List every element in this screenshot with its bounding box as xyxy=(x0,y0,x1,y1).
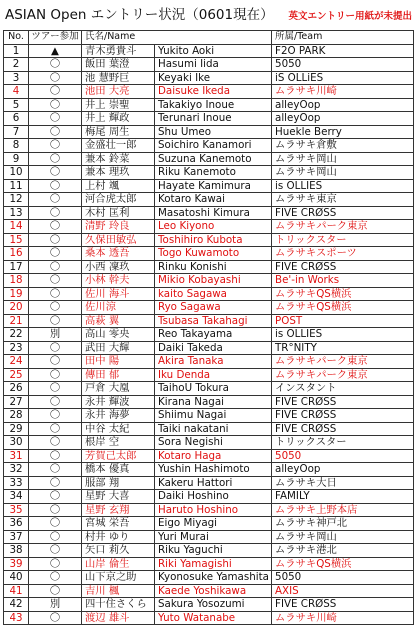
english-name: Akira Tanaka xyxy=(155,355,272,369)
table-row xyxy=(4,544,414,558)
japanese-name: 山岸 倫生 xyxy=(82,557,155,571)
entry-number: 27 xyxy=(4,395,29,409)
english-name: Toshihiro Kubota xyxy=(155,233,272,247)
header-no: No. xyxy=(4,31,29,45)
team-name: ムラサキ川崎 xyxy=(272,611,414,625)
tour-participation: 〇 xyxy=(29,179,82,193)
english-name: Yuri Murai xyxy=(155,530,272,544)
tour-participation: 〇 xyxy=(29,260,82,274)
tour-participation: 〇 xyxy=(29,301,82,315)
team-name: ムラサキパーク東京 xyxy=(272,220,414,234)
team-name: alleyOop xyxy=(272,112,414,126)
entry-number: 6 xyxy=(4,112,29,126)
tour-participation: 〇 xyxy=(29,530,82,544)
entry-number: 33 xyxy=(4,476,29,490)
japanese-name: 小西 凜玖 xyxy=(82,260,155,274)
japanese-name: 吉川 楓 xyxy=(82,584,155,598)
english-name: Tsubasa Takahagi xyxy=(155,314,272,328)
entry-number: 31 xyxy=(4,449,29,463)
tour-participation: 〇 xyxy=(29,314,82,328)
entry-number: 37 xyxy=(4,530,29,544)
japanese-name: 久保田敏弘 xyxy=(82,233,155,247)
english-name: Shiimu Nagai xyxy=(155,409,272,423)
team-name: FIVE CRØSS xyxy=(272,260,414,274)
english-name: Leo Kiyono xyxy=(155,220,272,234)
table-row xyxy=(4,355,414,369)
header-name: 氏名/Name xyxy=(82,31,272,45)
table-row xyxy=(4,112,414,126)
japanese-name: 上村 颯 xyxy=(82,179,155,193)
table-row xyxy=(4,85,414,99)
table-row xyxy=(4,247,414,261)
table-row xyxy=(4,166,414,180)
japanese-name: 高萩 翼 xyxy=(82,314,155,328)
japanese-name: 河合虎太郎 xyxy=(82,193,155,207)
english-name: Takakiyo Inoue xyxy=(155,98,272,112)
entry-number: 18 xyxy=(4,274,29,288)
japanese-name: 芳賀己太郎 xyxy=(82,449,155,463)
tour-participation: 〇 xyxy=(29,557,82,571)
tour-participation: 〇 xyxy=(29,274,82,288)
entry-number: 39 xyxy=(4,557,29,571)
table-row xyxy=(4,58,414,72)
tour-participation: 〇 xyxy=(29,220,82,234)
team-name: alleyOop xyxy=(272,98,414,112)
japanese-name: 清野 玲良 xyxy=(82,220,155,234)
team-name: トリックスター xyxy=(272,233,414,247)
table-row xyxy=(4,598,414,612)
title-row xyxy=(0,0,416,28)
team-name: ムラサキ上野本店 xyxy=(272,503,414,517)
table-row xyxy=(4,71,414,85)
entry-number: 30 xyxy=(4,436,29,450)
entry-number: 23 xyxy=(4,341,29,355)
team-name: 5050 xyxy=(272,449,414,463)
table-row xyxy=(4,193,414,207)
team-name: TR°NITY xyxy=(272,341,414,355)
english-name: Terunari Inoue xyxy=(155,112,272,126)
table-row xyxy=(4,314,414,328)
table-row xyxy=(4,449,414,463)
entry-number: 1 xyxy=(4,44,29,58)
tour-participation: 別 xyxy=(29,328,82,342)
team-name: Huekle Berry xyxy=(272,125,414,139)
english-name: Masatoshi Kimura xyxy=(155,206,272,220)
table-row xyxy=(4,476,414,490)
english-name: Reo Takayama xyxy=(155,328,272,342)
english-name: Togo Kuwamoto xyxy=(155,247,272,261)
team-name: 5050 xyxy=(272,571,414,585)
japanese-name: 桑本 透吾 xyxy=(82,247,155,261)
table-row xyxy=(4,571,414,585)
japanese-name: 永井 海夢 xyxy=(82,409,155,423)
table-row xyxy=(4,328,414,342)
entry-number: 5 xyxy=(4,98,29,112)
red-legend-note: 英文エントリー用紙が未提出 xyxy=(288,11,412,22)
table-row xyxy=(4,517,414,531)
team-name: FIVE CRØSS xyxy=(272,422,414,436)
tour-participation: 〇 xyxy=(29,355,82,369)
tour-participation: 〇 xyxy=(29,584,82,598)
japanese-name: 傳田 郁 xyxy=(82,368,155,382)
japanese-name: 高山 零央 xyxy=(82,328,155,342)
entry-number: 13 xyxy=(4,206,29,220)
entry-number: 3 xyxy=(4,71,29,85)
entry-number: 36 xyxy=(4,517,29,531)
japanese-name: 井上 崇聖 xyxy=(82,98,155,112)
entry-number: 29 xyxy=(4,422,29,436)
table-row xyxy=(4,503,414,517)
table-row xyxy=(4,490,414,504)
team-name: ムラサキQS横浜 xyxy=(272,557,414,571)
tour-participation: 〇 xyxy=(29,125,82,139)
english-name: Rinku Konishi xyxy=(155,260,272,274)
team-name: iS OLLiES xyxy=(272,71,414,85)
team-name: ムラサキ倉敷 xyxy=(272,139,414,153)
english-name: Kaede Yoshikawa xyxy=(155,584,272,598)
japanese-name: 矢口 莉久 xyxy=(82,544,155,558)
entry-number: 9 xyxy=(4,152,29,166)
page-title: ASIAN Open エントリー状況（0601現在） xyxy=(5,7,274,23)
english-name: kaito Sagawa xyxy=(155,287,272,301)
japanese-name: 池 慧野巨 xyxy=(82,71,155,85)
tour-participation: 〇 xyxy=(29,112,82,126)
english-name: Yukito Aoki xyxy=(155,44,272,58)
header-tour: ツアー参加 xyxy=(29,31,82,45)
table-row xyxy=(4,584,414,598)
japanese-name: 星野 玄翔 xyxy=(82,503,155,517)
entry-table xyxy=(3,30,414,625)
table-body xyxy=(4,44,414,625)
english-name: Hayate Kamimura xyxy=(155,179,272,193)
english-name: Iku Denda xyxy=(155,368,272,382)
entry-number: 41 xyxy=(4,584,29,598)
japanese-name: 田中 陽 xyxy=(82,355,155,369)
team-name: ムラサキ岡山 xyxy=(272,166,414,180)
team-name: is OLLIES xyxy=(272,179,414,193)
entry-number: 35 xyxy=(4,503,29,517)
english-name: Ryo Sagawa xyxy=(155,301,272,315)
team-name: ムラサキ神戸北 xyxy=(272,517,414,531)
tour-participation: 〇 xyxy=(29,193,82,207)
entry-number: 15 xyxy=(4,233,29,247)
entry-number: 16 xyxy=(4,247,29,261)
entry-number: 25 xyxy=(4,368,29,382)
entry-number: 4 xyxy=(4,85,29,99)
table-row xyxy=(4,382,414,396)
tour-participation: 〇 xyxy=(29,287,82,301)
japanese-name: 佐川 海斗 xyxy=(82,287,155,301)
english-name: Keyaki Ike xyxy=(155,71,272,85)
english-name: Suzuna Kanemoto xyxy=(155,152,272,166)
team-name: ムラサキQS横浜 xyxy=(272,301,414,315)
table-row xyxy=(4,179,414,193)
english-name: Mikio Kobayashi xyxy=(155,274,272,288)
english-name: Hasumi Iida xyxy=(155,58,272,72)
entry-number: 43 xyxy=(4,611,29,625)
english-name: Kyonosuke Yamashita xyxy=(155,571,272,585)
team-name: ムラサキQS横浜 xyxy=(272,287,414,301)
team-name: ムラサキ岡山 xyxy=(272,152,414,166)
japanese-name: 服部 翔 xyxy=(82,476,155,490)
entry-number: 2 xyxy=(4,58,29,72)
japanese-name: 渡辺 雄斗 xyxy=(82,611,155,625)
tour-participation: 〇 xyxy=(29,395,82,409)
team-name: 5050 xyxy=(272,58,414,72)
japanese-name: 村井 ゆり xyxy=(82,530,155,544)
entry-number: 32 xyxy=(4,463,29,477)
table-row xyxy=(4,274,414,288)
english-name: Riki Yamagishi xyxy=(155,557,272,571)
tour-participation: 〇 xyxy=(29,341,82,355)
tour-participation: 〇 xyxy=(29,85,82,99)
tour-participation: 〇 xyxy=(29,476,82,490)
team-name: ムラサキスポーツ xyxy=(272,247,414,261)
tour-participation: 〇 xyxy=(29,422,82,436)
team-name: トリックスター xyxy=(272,436,414,450)
entry-number: 34 xyxy=(4,490,29,504)
tour-participation: 〇 xyxy=(29,490,82,504)
table-row xyxy=(4,436,414,450)
table-row xyxy=(4,301,414,315)
entry-number: 26 xyxy=(4,382,29,396)
team-name: alleyOop xyxy=(272,463,414,477)
team-name: is OLLIES xyxy=(272,328,414,342)
japanese-name: 永井 輝波 xyxy=(82,395,155,409)
team-name: FIVE CRØSS xyxy=(272,395,414,409)
english-name: Kakeru Hattori xyxy=(155,476,272,490)
english-name: Haruto Hoshino xyxy=(155,503,272,517)
table-row xyxy=(4,368,414,382)
entry-number: 21 xyxy=(4,314,29,328)
english-name: Sora Negishi xyxy=(155,436,272,450)
table-row xyxy=(4,125,414,139)
japanese-name: 梅尾 周生 xyxy=(82,125,155,139)
team-name: ムラサキ大日 xyxy=(272,476,414,490)
japanese-name: 武田 大輝 xyxy=(82,341,155,355)
team-name: ムラサキパーク東京 xyxy=(272,355,414,369)
english-name: Riku Yaguchi xyxy=(155,544,272,558)
table-row xyxy=(4,139,414,153)
table-row xyxy=(4,395,414,409)
japanese-name: 小林 幹夫 xyxy=(82,274,155,288)
entry-number: 10 xyxy=(4,166,29,180)
team-name: FIVE CRØSS xyxy=(272,598,414,612)
japanese-name: 中谷 太紀 xyxy=(82,422,155,436)
japanese-name: 星野 大喜 xyxy=(82,490,155,504)
japanese-name: 戸倉 大凰 xyxy=(82,382,155,396)
entry-number: 14 xyxy=(4,220,29,234)
japanese-name: 金盛壮一郎 xyxy=(82,139,155,153)
entry-number: 24 xyxy=(4,355,29,369)
team-name: Be'-in Works xyxy=(272,274,414,288)
english-name: Kirana Nagai xyxy=(155,395,272,409)
table-row xyxy=(4,463,414,477)
tour-participation: 〇 xyxy=(29,206,82,220)
tour-participation: 〇 xyxy=(29,382,82,396)
english-name: Soichiro Kanamori xyxy=(155,139,272,153)
table-row xyxy=(4,44,414,58)
team-name: FIVE CRØSS xyxy=(272,409,414,423)
english-name: Shu Umeo xyxy=(155,125,272,139)
table-row xyxy=(4,530,414,544)
tour-participation: 〇 xyxy=(29,544,82,558)
english-name: Sakura Yosozumi xyxy=(155,598,272,612)
japanese-name: 兼本 理玖 xyxy=(82,166,155,180)
team-name: POST xyxy=(272,314,414,328)
entry-number: 20 xyxy=(4,301,29,315)
tour-participation: 〇 xyxy=(29,409,82,423)
tour-participation: 〇 xyxy=(29,368,82,382)
table-row xyxy=(4,233,414,247)
team-name: AXIS xyxy=(272,584,414,598)
english-name: Yuto Watanabe xyxy=(155,611,272,625)
japanese-name: 井上 輝政 xyxy=(82,112,155,126)
english-name: Eigo Miyagi xyxy=(155,517,272,531)
tour-participation: 〇 xyxy=(29,139,82,153)
english-name: TaihoU Tokura xyxy=(155,382,272,396)
table-row xyxy=(4,206,414,220)
japanese-name: 木村 匡利 xyxy=(82,206,155,220)
tour-participation: 〇 xyxy=(29,233,82,247)
tour-participation: 〇 xyxy=(29,571,82,585)
japanese-name: 佐川涼 xyxy=(82,301,155,315)
japanese-name: 橋本 優真 xyxy=(82,463,155,477)
english-name: Daiki Takeda xyxy=(155,341,272,355)
english-name: Yushin Hashimoto xyxy=(155,463,272,477)
english-name: Kotaro Kawai xyxy=(155,193,272,207)
table-row xyxy=(4,287,414,301)
japanese-name: 宮城 栄吾 xyxy=(82,517,155,531)
team-name: FIVE CRØSS xyxy=(272,206,414,220)
table-row xyxy=(4,557,414,571)
tour-participation: 〇 xyxy=(29,463,82,477)
table-row xyxy=(4,98,414,112)
table-row xyxy=(4,409,414,423)
header-team: 所属/Team xyxy=(272,31,414,45)
japanese-name: 四十住さくら xyxy=(82,598,155,612)
entry-number: 28 xyxy=(4,409,29,423)
entry-number: 38 xyxy=(4,544,29,558)
team-name: ムラサキ港北 xyxy=(272,544,414,558)
tour-participation: 〇 xyxy=(29,98,82,112)
entry-number: 12 xyxy=(4,193,29,207)
tour-participation: 〇 xyxy=(29,166,82,180)
team-name: ムラサキパーク東京 xyxy=(272,368,414,382)
tour-participation: 〇 xyxy=(29,71,82,85)
entry-number: 40 xyxy=(4,571,29,585)
team-name: ムラサキ川崎 xyxy=(272,85,414,99)
entry-number: 17 xyxy=(4,260,29,274)
team-name: FAMILY xyxy=(272,490,414,504)
english-name: Daisuke Ikeda xyxy=(155,85,272,99)
entry-number: 19 xyxy=(4,287,29,301)
entry-number: 22 xyxy=(4,328,29,342)
tour-participation: 〇 xyxy=(29,517,82,531)
team-name: ムラサキ東京 xyxy=(272,193,414,207)
japanese-name: 山下京之助 xyxy=(82,571,155,585)
tour-participation: 〇 xyxy=(29,611,82,625)
team-name: インスタント xyxy=(272,382,414,396)
tour-participation: 〇 xyxy=(29,503,82,517)
table-row xyxy=(4,422,414,436)
table-row xyxy=(4,611,414,625)
team-name: ムラサキ岡山 xyxy=(272,530,414,544)
entry-number: 11 xyxy=(4,179,29,193)
english-name: Riku Kanemoto xyxy=(155,166,272,180)
english-name: Kotaro Haga xyxy=(155,449,272,463)
table-row xyxy=(4,220,414,234)
japanese-name: 兼本 鈴菜 xyxy=(82,152,155,166)
japanese-name: 根岸 空 xyxy=(82,436,155,450)
tour-participation: 〇 xyxy=(29,436,82,450)
english-name: Taiki nakatani xyxy=(155,422,272,436)
entry-number: 8 xyxy=(4,139,29,153)
japanese-name: 飯田 葉澄 xyxy=(82,58,155,72)
team-name: F2O PARK xyxy=(272,44,414,58)
tour-participation: 〇 xyxy=(29,247,82,261)
table-header-row xyxy=(4,31,414,45)
tour-participation: 〇 xyxy=(29,152,82,166)
table-row xyxy=(4,152,414,166)
tour-participation: 〇 xyxy=(29,449,82,463)
entry-number: 42 xyxy=(4,598,29,612)
entry-number: 7 xyxy=(4,125,29,139)
tour-participation: 〇 xyxy=(29,58,82,72)
table-row xyxy=(4,260,414,274)
english-name: Daiki Hoshino xyxy=(155,490,272,504)
tour-participation: 別 xyxy=(29,598,82,612)
japanese-name: 池田 大亮 xyxy=(82,85,155,99)
tour-participation: ▲ xyxy=(29,44,82,58)
table-row xyxy=(4,341,414,355)
japanese-name: 青木勇貴斗 xyxy=(82,44,155,58)
